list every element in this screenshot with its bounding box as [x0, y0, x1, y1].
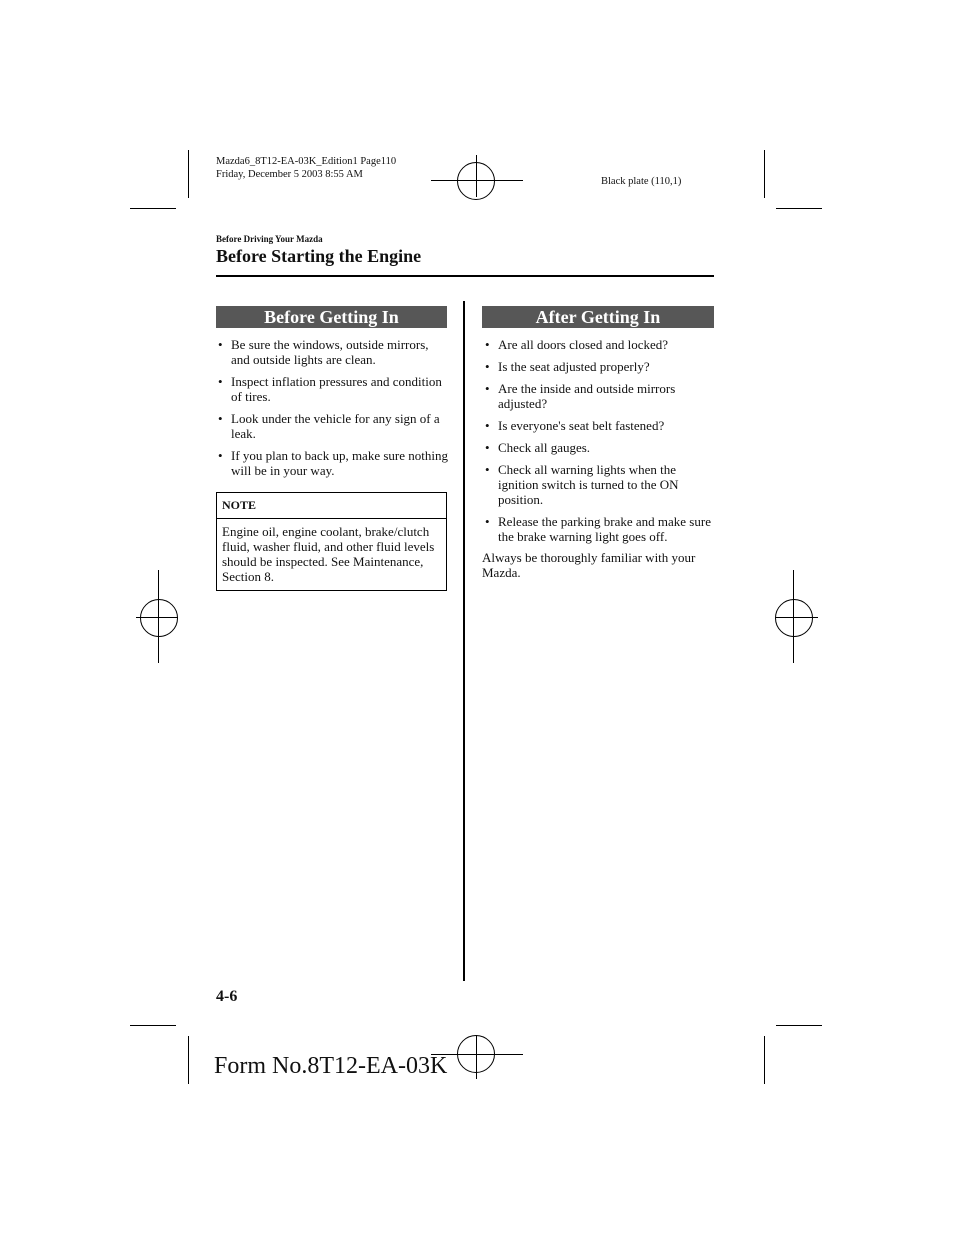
bullet-icon: •: [485, 337, 490, 352]
title-rule: [216, 275, 714, 277]
form-number: Form No.8T12-EA-03K: [214, 1053, 448, 1079]
note-box: [216, 492, 447, 591]
list-item: • Are the inside and outside mirrors adjusted?: [485, 381, 676, 411]
page-number: 4-6: [216, 988, 238, 1005]
crop-mark: [776, 208, 822, 209]
registration-target-top: [457, 162, 495, 200]
list-item: • Are all doors closed and locked?: [485, 337, 669, 352]
crop-mark: [764, 1036, 765, 1084]
crop-mark: [776, 1025, 822, 1026]
list-item: • Check all gauges.: [485, 440, 591, 455]
crop-mark: [188, 150, 189, 198]
note-header: [217, 493, 446, 519]
bullet-icon: •: [485, 514, 490, 529]
before-getting-in-list: [216, 337, 448, 485]
bullet-icon: •: [485, 381, 490, 396]
crop-mark: [188, 1036, 189, 1084]
crop-mark: [130, 208, 176, 209]
list-item: • Be sure the windows, outside mirrors, and outside lights are clean.: [218, 337, 429, 367]
plate-label: Black plate (110,1): [601, 176, 682, 187]
print-slug-line2: Friday, December 5 2003 8:55 AM: [216, 169, 363, 180]
column-divider: [463, 301, 465, 981]
note-text: Engine oil, engine coolant, brake/clutch fluid, washer fluid, and other fluid levels should be inspected. See Maintenance, Section 8.: [222, 524, 435, 584]
list-item: • Is everyone's seat belt fastened?: [485, 418, 665, 433]
registration-target-left: [140, 599, 178, 637]
list-item: • Look under the vehicle for any sign of a leak.: [218, 411, 440, 441]
page-title: Before Starting the Engine: [216, 246, 422, 266]
bullet-icon: •: [485, 440, 490, 455]
bullet-icon: •: [218, 337, 223, 352]
note-label: NOTE: [222, 498, 257, 512]
print-slug-line1: Mazda6_8T12-EA-03K_Edition1 Page110: [216, 156, 397, 167]
list-item: • Inspect inflation pressures and condition of tires.: [218, 374, 442, 404]
before-getting-in-heading: Before Getting In: [216, 306, 447, 328]
list-item: • Check all warning lights when the ignition switch is turned to the ON position.: [485, 462, 679, 507]
bullet-icon: •: [485, 462, 490, 477]
registration-target-right: [775, 599, 813, 637]
list-item: • Release the parking brake and make sure the brake warning light goes off.: [485, 514, 711, 544]
crop-mark: [130, 1025, 176, 1026]
list-item: • If you plan to back up, make sure nothing will be in your way.: [218, 448, 448, 478]
list-item: • Is the seat adjusted properly?: [485, 359, 650, 374]
bullet-icon: •: [218, 448, 223, 463]
bullet-icon: •: [218, 411, 223, 426]
print-slug: [216, 155, 396, 181]
registration-target-bottom: [457, 1035, 495, 1073]
bullet-icon: •: [485, 359, 490, 374]
bullet-icon: •: [218, 374, 223, 389]
after-getting-in-heading: After Getting In: [482, 306, 714, 328]
bullet-icon: •: [485, 418, 490, 433]
crop-mark: [764, 150, 765, 198]
closing-paragraph: Always be thoroughly familiar with your Mazda.: [482, 550, 696, 580]
breadcrumb: Before Driving Your Mazda: [216, 234, 323, 244]
after-getting-in-list: [483, 337, 715, 551]
